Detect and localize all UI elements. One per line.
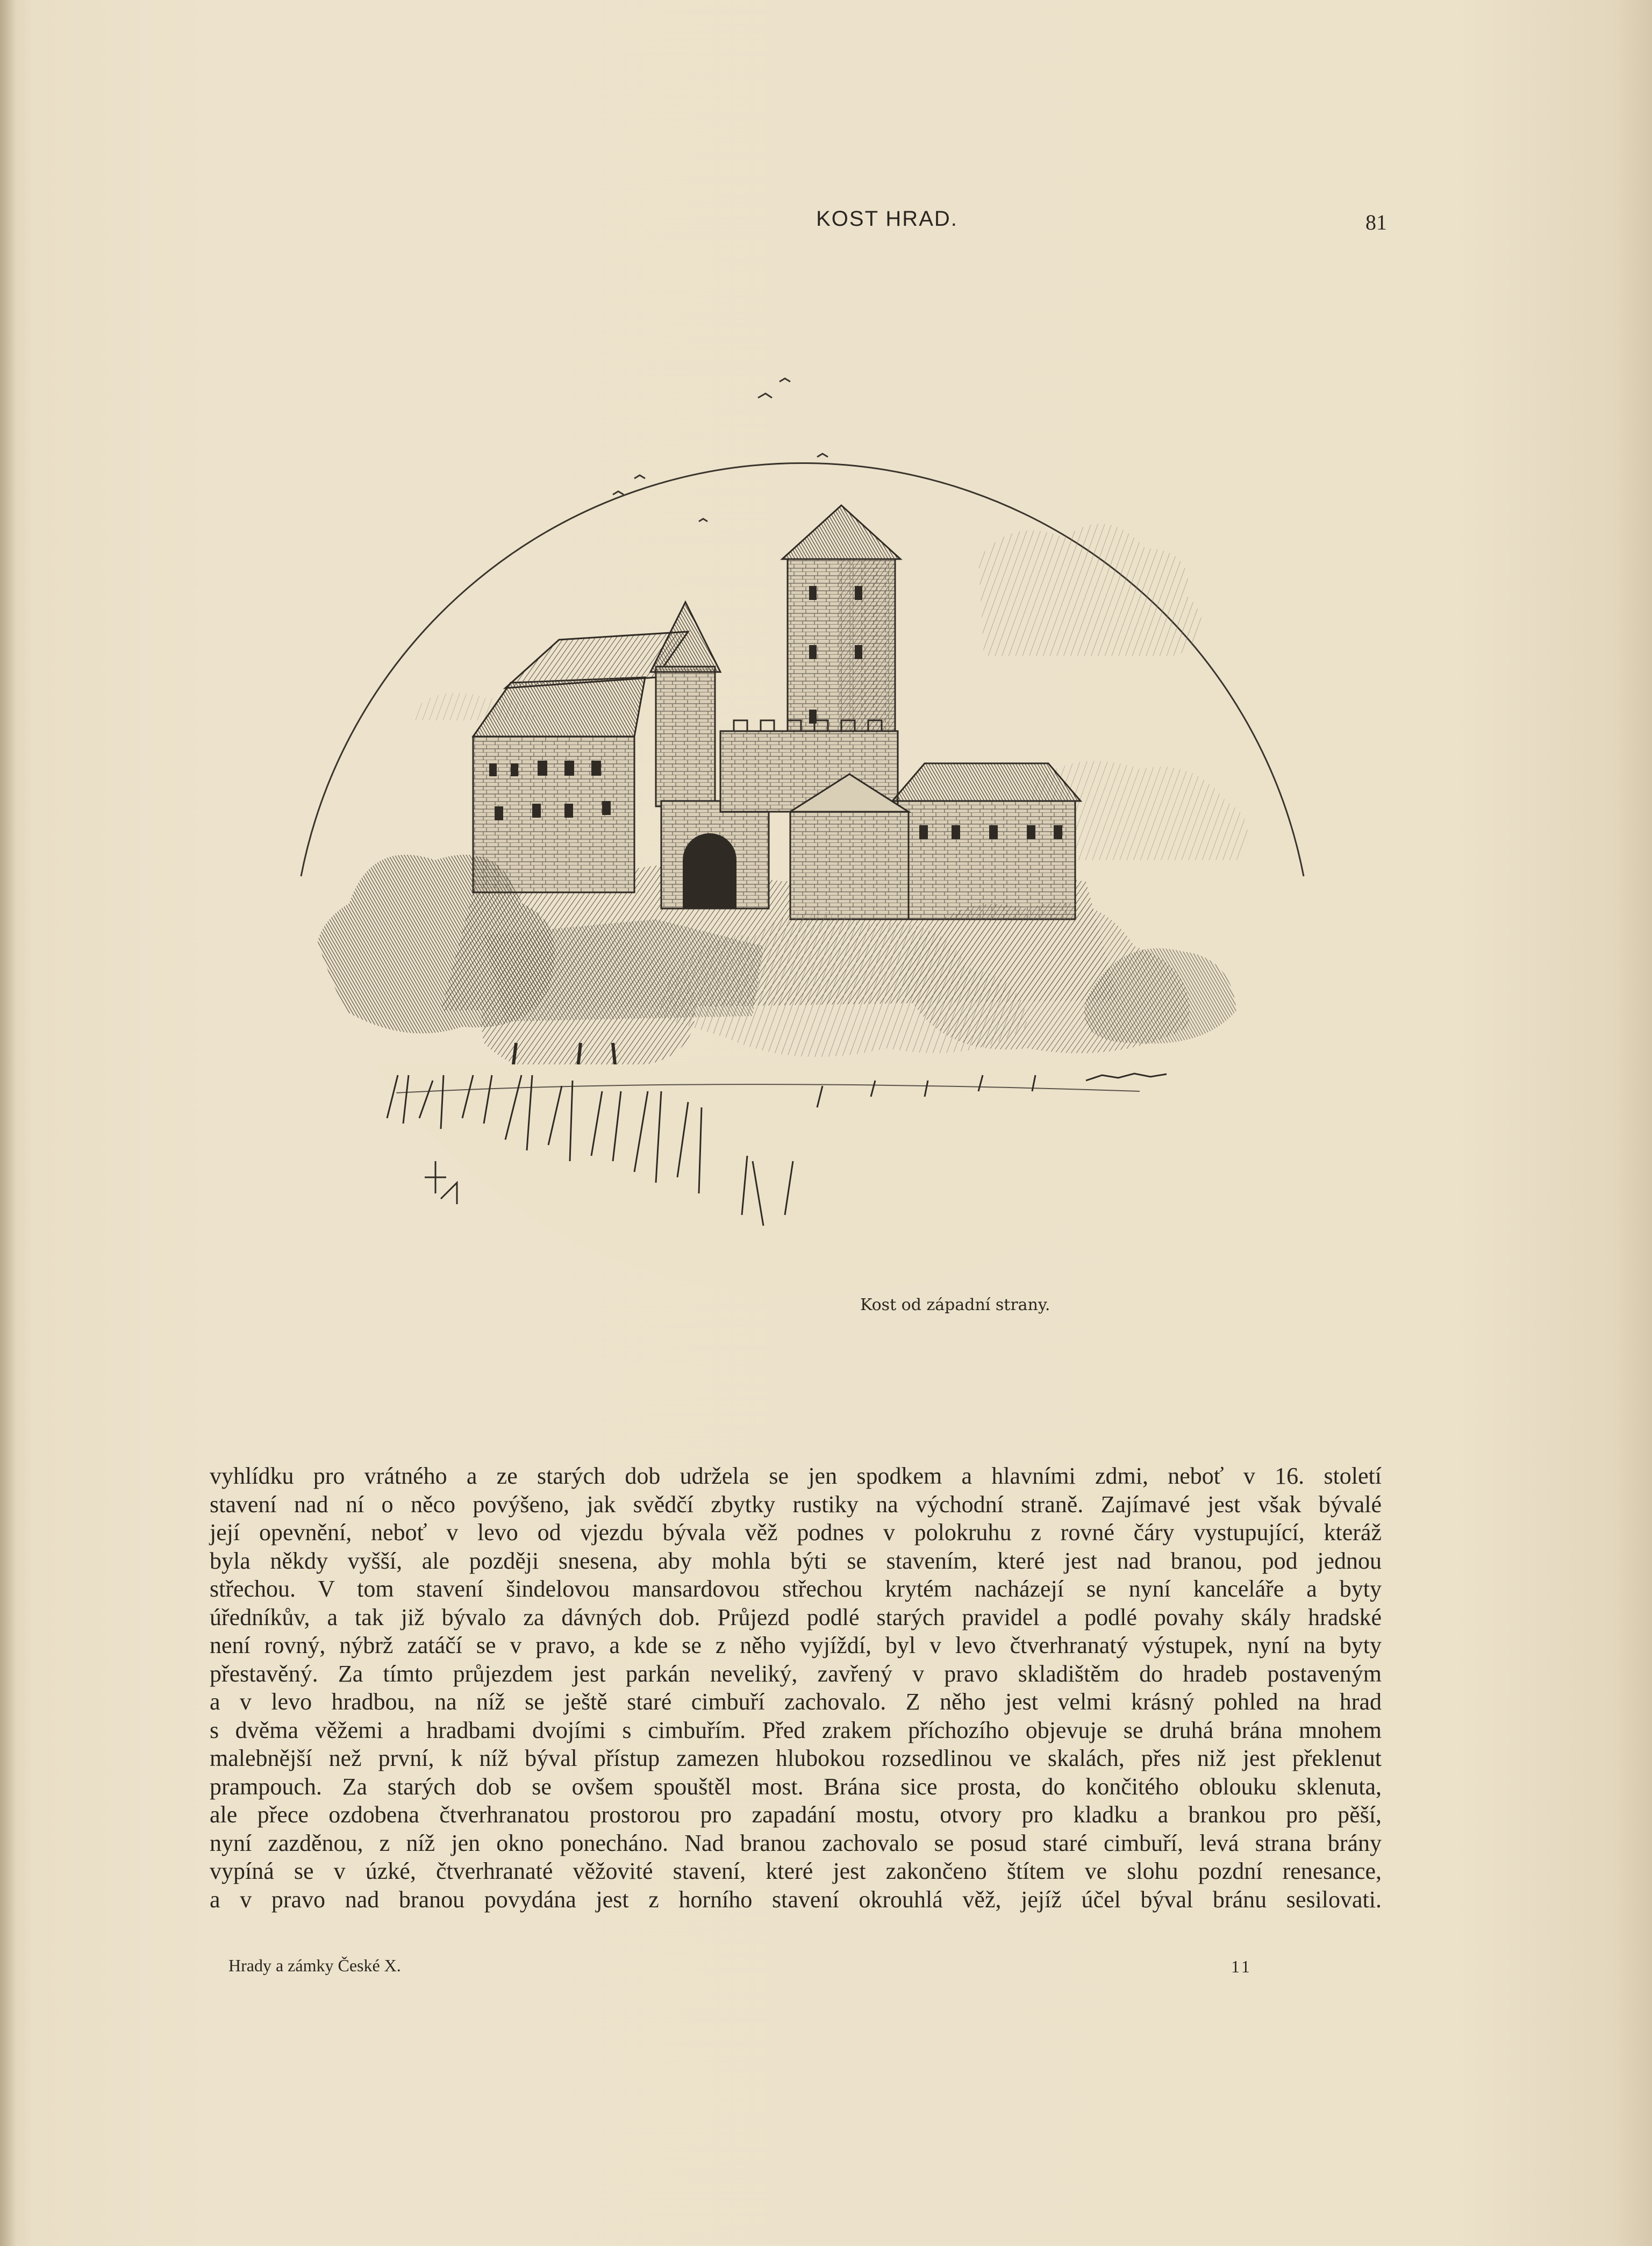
body-line: a v pravo nad branou povydána jest z horního stavení okrouhlá věž, jejíž účel býval bránu sesilovati. (210, 1886, 1382, 1913)
body-line: s dvěma věžemi a hradbami dvojími s cimbuřím. Před zrakem příchozího objevuje se druhá brána mnohem (210, 1716, 1382, 1743)
book-title-footer: Hrady a zámky České X. (228, 1956, 401, 1975)
body-line: její opevnění, neboť v levo od vjezdu bývala věž podnes v polokruhu z rovné čáry vystupující, kteráž (210, 1519, 1382, 1546)
body-line: není rovný, nýbrž zatáčí se v pravo, a kde se z něho vyjíždí, byl v levo čtverhranatý výstupek, nyní na byty (210, 1632, 1382, 1658)
body-line: přestavěný. Za tímto průjezdem jest parkán neveliký, zavřený v pravo skladištěm do hradeb postaveným (210, 1660, 1382, 1687)
castle-engraving-icon (280, 301, 1328, 1430)
body-line: a v levo hradbou, na níž se ještě staré cimbuří zachovalo. Z něho jest velmi krásný pohled na hrad (210, 1689, 1382, 1715)
body-text (210, 1462, 1382, 1914)
body-line: byla někdy vyšší, ale později snesena, aby mohla býti se stavením, které jest nad branou, pod jednou (210, 1547, 1382, 1574)
body-line: stavení nad ní o něco povýšeno, jak svědčí zbytky rustiky na východní straně. Zajímavé jest však bývalé (210, 1491, 1382, 1518)
body-line: nyní zazděnou, z níž jen okno ponecháno. Nad branou zachovalo se posud staré cimbuří, levá strana brány (210, 1829, 1382, 1856)
body-line: vypíná se v úzké, čtverhranaté věžovité stavení, které jest zakončeno štítem ve slohu pozdní renesance, (210, 1858, 1382, 1884)
body-line: vyhlídku pro vrátného a ze starých dob udržela se jen spodkem a hlavními zdmi, neboť v 16. století (210, 1463, 1382, 1489)
body-line: prampouch. Za starých dob se ovšem spouštěl most. Brána sice prosta, do končitého oblouku sklenuta, (210, 1773, 1382, 1800)
body-line: ale přece ozdobena čtverhranatou prostorou pro zapadání mostu, otvory pro kladku a brankou pro pěší, (210, 1801, 1382, 1828)
body-line: střechou. V tom stavení šindelovou mansardovou střechou krytém nacházejí se nyní kanceláře a byty (210, 1576, 1382, 1602)
body-line: malebnější než první, k níž býval přístup zamezen hlubokou rozsedlinou ve skalách, přes niž jest překlenut (210, 1745, 1382, 1771)
running-head: KOST HRAD. (816, 207, 958, 231)
signature-mark: 11 (1231, 1957, 1252, 1976)
body-line: úředníkův, a tak již bývalo za dávných dob. Průjezd podlé starých pravidel a podlé povahy skály hradské (210, 1604, 1382, 1630)
page-number: 81 (1365, 210, 1387, 234)
spine-shadow (0, 0, 16, 2246)
illustration-caption: Kost od západní strany. (860, 1296, 1050, 1314)
